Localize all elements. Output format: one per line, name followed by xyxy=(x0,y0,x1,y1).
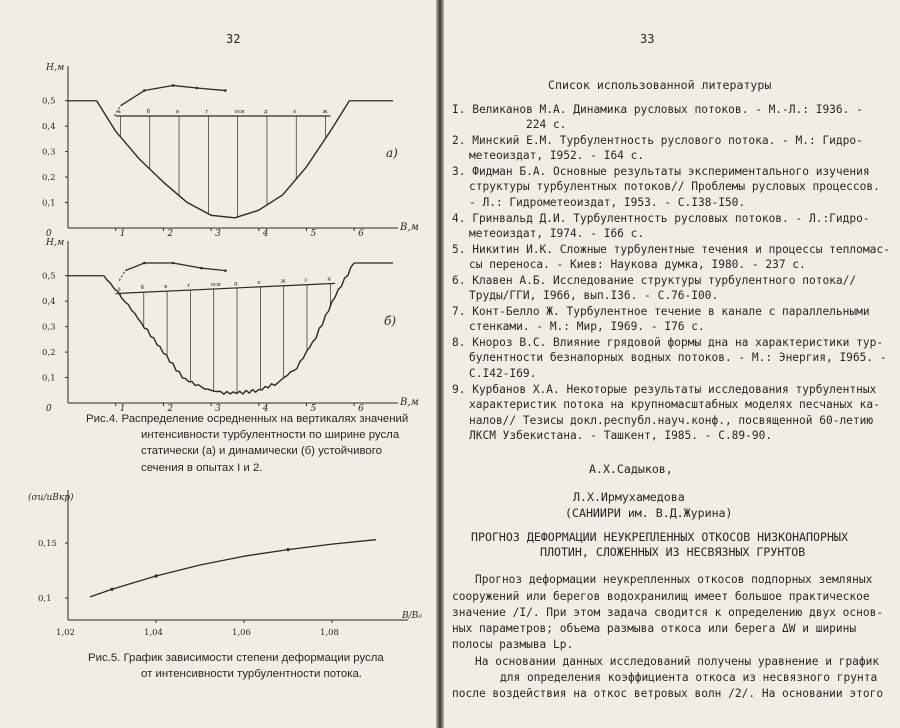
right-page xyxy=(444,0,900,728)
y-tick-label: 0,3 xyxy=(42,147,56,158)
reference-line: 2. Минский Е.М. Турбулентность руслового потока. - М.: Гидро- xyxy=(452,134,863,147)
x-tick-label: 5 xyxy=(310,229,317,239)
x-tick-label: 0 xyxy=(46,404,52,414)
vertical-label: оси xyxy=(234,109,245,115)
vertical-label: г xyxy=(187,283,191,290)
water-surface xyxy=(116,280,335,293)
article-title-line: ПЛОТИН, СЛОЖЕННЫХ ИЗ НЕСВЯЗНЫХ ГРУНТОВ xyxy=(540,545,806,559)
reference-line: ЛКСМ Узбекистана. - Ташкент, I985. - С.89-90. xyxy=(469,429,773,442)
fig4-caption-line: интенсивности турбулентности по ширине русла xyxy=(141,429,400,441)
reference-line: налов// Тезисы докл.республ.науч.конф., посвященной 60-летию xyxy=(469,414,874,427)
fig4-panel-b xyxy=(42,238,419,414)
y-tick-label: 0,4 xyxy=(42,297,56,308)
vertical-label: г xyxy=(205,109,209,115)
y-tick-label: 0,5 xyxy=(42,271,56,282)
vertical-label: в xyxy=(176,109,180,115)
reference-line: 8. Кнороз В.С. Влияние грядовой формы дна на характеристики тур- xyxy=(452,336,884,349)
turbulence-point xyxy=(172,84,175,87)
turbulence-point xyxy=(143,262,146,265)
vertical-label: и xyxy=(327,276,331,283)
x-tick-label: 3 xyxy=(215,229,221,239)
reference-line: сы переноса. - Киев: Наукова думка, I980. - 237 с. xyxy=(469,258,806,271)
data-point xyxy=(286,548,289,551)
bed-profile xyxy=(104,263,354,394)
reference-line: 7. Конт-Белло Ж. Турбулентное течение в канале с параллельными xyxy=(452,305,870,318)
y-tick-label: 0,5 xyxy=(42,96,56,107)
reference-line: метеоиздат, I952. - I64 с. xyxy=(469,149,645,162)
reference-line: 6. Клавен А.Б. Исследование структуры турбулентного потока// xyxy=(452,274,857,287)
article-title-line: ПРОГНОЗ ДЕФОРМАЦИИ НЕУКРЕПЛЕННЫХ ОТКОСОВ НИЗКОНАПОРНЫХ xyxy=(471,530,848,544)
vertical-label: е xyxy=(257,279,261,286)
page-number-right: 33 xyxy=(640,32,655,46)
reference-line: 9. Курбанов Х.А. Некоторые результаты исследования турбулентных xyxy=(452,383,877,396)
reference-line: 5. Никитин И.К. Сложные турбулентные течения и процессы тепломас- xyxy=(452,243,890,256)
fig4-caption-line: Рис.4. Распределение осредненных на вертикалях значений xyxy=(86,413,409,425)
fig4-caption-line: сечения в опытах I и 2. xyxy=(141,462,263,474)
body-line: для определения коэффициента откоса из несвязного грунта xyxy=(500,671,878,684)
turbulence-curve xyxy=(125,263,225,271)
reference-line: - Л.: Гидрометеоиздат, I953. - С.I38-I50. xyxy=(469,196,746,209)
vertical-label: б xyxy=(146,109,151,115)
y-tick-label: 0,3 xyxy=(42,322,56,333)
body-line: значение /I/. При этом задача сводится к определению двух основ- xyxy=(452,606,884,619)
vertical-label: а xyxy=(117,109,121,115)
x-tick-label: 5 xyxy=(310,404,317,414)
x-axis-label: В,м xyxy=(400,222,419,233)
y-tick-label: 0,4 xyxy=(42,122,56,133)
reference-line: 4. Гринвальд Д.И. Турбулентность русловых потоков. - Л.:Гидро- xyxy=(452,212,870,225)
vertical-label: е xyxy=(293,109,297,115)
fig4-caption-line: статически (а) и динамически (б) устойчивого xyxy=(141,445,382,457)
reference-line: метеоиздат, I974. - I66 с. xyxy=(469,227,645,240)
y-tick-label: 0,15 xyxy=(38,539,57,549)
x-tick-label: 1,08 xyxy=(320,628,339,638)
turbulence-point xyxy=(224,89,227,92)
y-tick-label: 0,2 xyxy=(42,348,56,359)
body-line: На основании данных исследований получены уравнение и график xyxy=(475,655,880,668)
turbulence-point xyxy=(143,89,146,92)
x-axis-label: В/В₀ xyxy=(402,611,422,621)
x-tick-label: 0 xyxy=(46,229,52,239)
reference-line: булентности безнапорных водных потоков. - М.: Энергия, I965. - xyxy=(469,351,887,364)
turbulence-point xyxy=(224,269,227,272)
left-page xyxy=(0,0,436,728)
body-line: Прогноз деформации неукрепленных откосов подпорных земляных xyxy=(475,573,873,586)
vertical-label: в xyxy=(164,284,168,291)
x-tick-label: 3 xyxy=(215,404,221,414)
x-tick-label: 6 xyxy=(358,229,364,239)
y-axis-label: Н,м xyxy=(46,238,65,248)
x-tick-label: 4 xyxy=(262,229,269,239)
vertical-label: ж xyxy=(322,109,328,115)
y-tick-label: 0,1 xyxy=(38,594,52,604)
body-line: сооружений или берегов водохранилищ имеет большое практическое xyxy=(452,590,870,603)
reference-line: С.I42-I69. xyxy=(469,367,537,380)
body-line: после воздействия на откос ветровых волн /2/. На основании этого xyxy=(452,687,884,700)
panel-label: а) xyxy=(386,146,398,160)
x-axis-label: В,м xyxy=(400,397,419,408)
page-number-left: 32 xyxy=(226,32,241,46)
data-point xyxy=(110,588,113,591)
data-point xyxy=(154,574,157,577)
y-axis-label: (σu/uВкр) xyxy=(28,493,74,503)
panel-label: б) xyxy=(384,314,397,328)
y-tick-label: 0,1 xyxy=(42,198,56,209)
vertical-label: д xyxy=(263,109,268,115)
reference-line: характеристик потока на крупномасштабных моделях песчаных ка- xyxy=(469,398,880,411)
x-tick-label: 1,02 xyxy=(56,628,75,638)
references-title: Список использованной литературы xyxy=(548,78,772,92)
vertical-label: д xyxy=(234,280,238,287)
x-tick-label: 1 xyxy=(119,404,126,414)
reference-line: I. Великанов М.А. Динамика русловых потоков. - М.-Л.: I936. - xyxy=(452,103,863,116)
reference-line: Труды/ГГИ, I966, вып.I36. - С.76-I00. xyxy=(469,289,719,302)
y-tick-label: 0,2 xyxy=(42,173,56,184)
fig5-caption-line: Рис.5. График зависимости степени деформации русла xyxy=(88,652,384,664)
author-2: Л.Х.Ирмухамедова xyxy=(573,490,685,504)
body-line: ных параметров; объема размыва откоса или берега ΔW и ширины xyxy=(452,622,857,635)
x-tick-label: 2 xyxy=(167,229,174,239)
vertical-label: а xyxy=(117,286,121,293)
reference-line: 224 с. xyxy=(526,118,567,131)
fig5-caption-line: от интенсивности турбулентности потока. xyxy=(141,668,362,680)
turbulence-point xyxy=(195,87,198,90)
reference-line: структуры турбулентных потоков// Проблемы русловых процессов. xyxy=(469,180,880,193)
affiliation: (САНИИРИ им. В.Д.Журина) xyxy=(565,506,733,520)
body-line: полосы размыва Lр. xyxy=(452,638,574,651)
y-tick-label: 0,1 xyxy=(42,373,56,384)
fig4-panel-a xyxy=(42,63,419,239)
figures-svg xyxy=(0,0,436,728)
reference-line: 3. Фидман Б.А. Основные результаты экспериментального изучения xyxy=(452,165,870,178)
turbulence-point xyxy=(200,267,203,270)
x-tick-label: 4 xyxy=(262,404,269,414)
x-tick-label: 6 xyxy=(358,404,364,414)
x-tick-label: 2 xyxy=(167,404,174,414)
bed-profile xyxy=(97,101,350,218)
turbulence-curve-lead xyxy=(119,271,125,281)
vertical-label: б xyxy=(140,285,145,292)
deformation-curve xyxy=(90,540,376,597)
vertical-label: ж xyxy=(280,278,286,285)
turbulence-curve xyxy=(120,85,225,105)
fig5-chart xyxy=(28,490,422,638)
vertical-label: оси xyxy=(210,281,221,288)
author-1: А.Х.Садыков, xyxy=(589,462,673,476)
turbulence-point xyxy=(172,262,175,265)
x-tick-label: 1,06 xyxy=(232,628,251,638)
book-gutter xyxy=(436,0,444,728)
x-tick-label: 1,04 xyxy=(144,628,163,638)
y-axis-label: Н,м xyxy=(46,63,65,73)
x-tick-label: 1 xyxy=(119,229,126,239)
vertical-label: з xyxy=(303,277,307,284)
reference-line: стенками. - М.: Мир, I969. - I76 с. xyxy=(469,320,705,333)
